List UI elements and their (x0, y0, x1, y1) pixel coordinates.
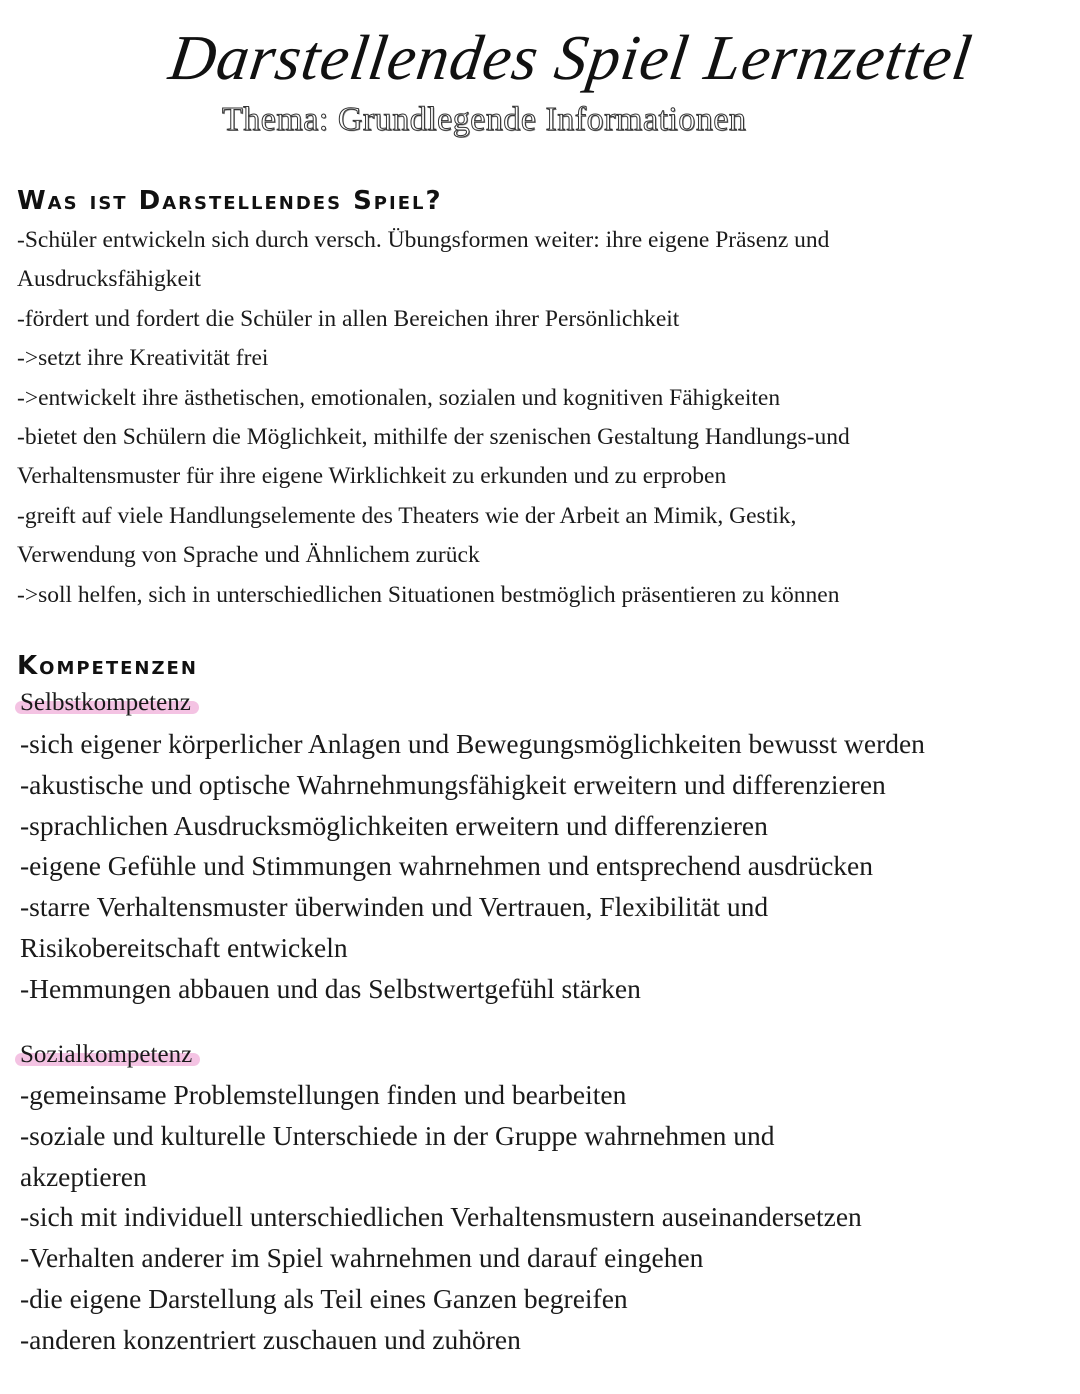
text-line: ->soll helfen, sich in unterschiedlichen Situationen bestmöglich präsentieren zu können (17, 581, 840, 608)
page-subtitle: Thema: Grundlegende Informationen (222, 101, 747, 138)
list-item: -die eigene Darstellung als Teil eines Ganzen begreifen (20, 1282, 628, 1314)
subheading-sozialkompetenz (17, 1039, 198, 1071)
text-line: Verhaltensmuster für ihre eigene Wirklichkeit zu erkunden und zu erproben (17, 463, 727, 490)
list-item: -sprachlichen Ausdrucksmöglichkeiten erweitern und differenzieren (20, 809, 768, 841)
text-line: -bietet den Schülern die Möglichkeit, mithilfe der szenischen Gestaltung Handlungs-und (17, 423, 850, 450)
highlighted-label: Selbstkompetenz (17, 689, 197, 716)
text-line: ->setzt ihre Kreativität frei (17, 345, 269, 372)
text-line: ->entwickelt ihre ästhetischen, emotionalen, sozialen und kognitiven Fähigkeiten (17, 384, 781, 411)
section-heading-kompetenzen: Kompetenzen (17, 651, 198, 681)
text-line: -greift auf viele Handlungselemente des Theaters wie der Arbeit an Mimik, Gestik, (17, 502, 797, 529)
list-item: -akustische und optische Wahrnehmungsfähigkeit erweitern und differenzieren (20, 768, 886, 800)
highlighted-label: Sozialkompetenz (17, 1041, 198, 1068)
list-item: -sich eigener körperlicher Anlagen und Bewegungsmöglichkeiten bewusst werden (20, 728, 925, 759)
list-item: -eigene Gefühle und Stimmungen wahrnehmen und entsprechend ausdrücken (20, 850, 873, 882)
section-heading-what-is: Was ist Darstellendes Spiel? (17, 186, 443, 216)
list-item: Risikobereitschaft entwickeln (20, 931, 348, 963)
list-item: -sich mit individuell unterschiedlichen Verhaltensmustern auseinandersetzen (20, 1201, 862, 1233)
text-line: -fördert und fordert die Schüler in allen Bereichen ihrer Persönlichkeit (17, 305, 680, 332)
list-item: -Verhalten anderer im Spiel wahrnehmen und darauf eingehen (20, 1242, 704, 1274)
text-line: -Schüler entwickeln sich durch versch. Übungsformen weiter: ihre eigene Präsenz und (17, 227, 830, 253)
subheading-selbstkompetenz (17, 687, 197, 719)
page-header (0, 0, 1080, 150)
page-title: Darstellendes Spiel Lernzettel (165, 22, 977, 93)
list-item: -anderen konzentriert zuschauen und zuhören (20, 1323, 521, 1355)
list-item: -soziale und kulturelle Unterschiede in der Gruppe wahrnehmen und (20, 1119, 775, 1151)
list-item: akzeptieren (20, 1160, 147, 1192)
section-what-is-body (17, 221, 1077, 615)
selbstkompetenz-list (17, 724, 1077, 1010)
list-item: -gemeinsame Problemstellungen finden und bearbeiten (20, 1079, 627, 1110)
text-line: Verwendung von Sprache und Ähnlichem zurück (17, 542, 480, 569)
list-item: -Hemmungen abbauen und das Selbstwertgefühl stärken (20, 972, 641, 1004)
text-line: Ausdrucksfähigkeit (17, 266, 202, 293)
list-item: -starre Verhaltensmuster überwinden und Vertrauen, Flexibilität und (20, 891, 769, 923)
sozialkompetenz-list (17, 1075, 1077, 1361)
